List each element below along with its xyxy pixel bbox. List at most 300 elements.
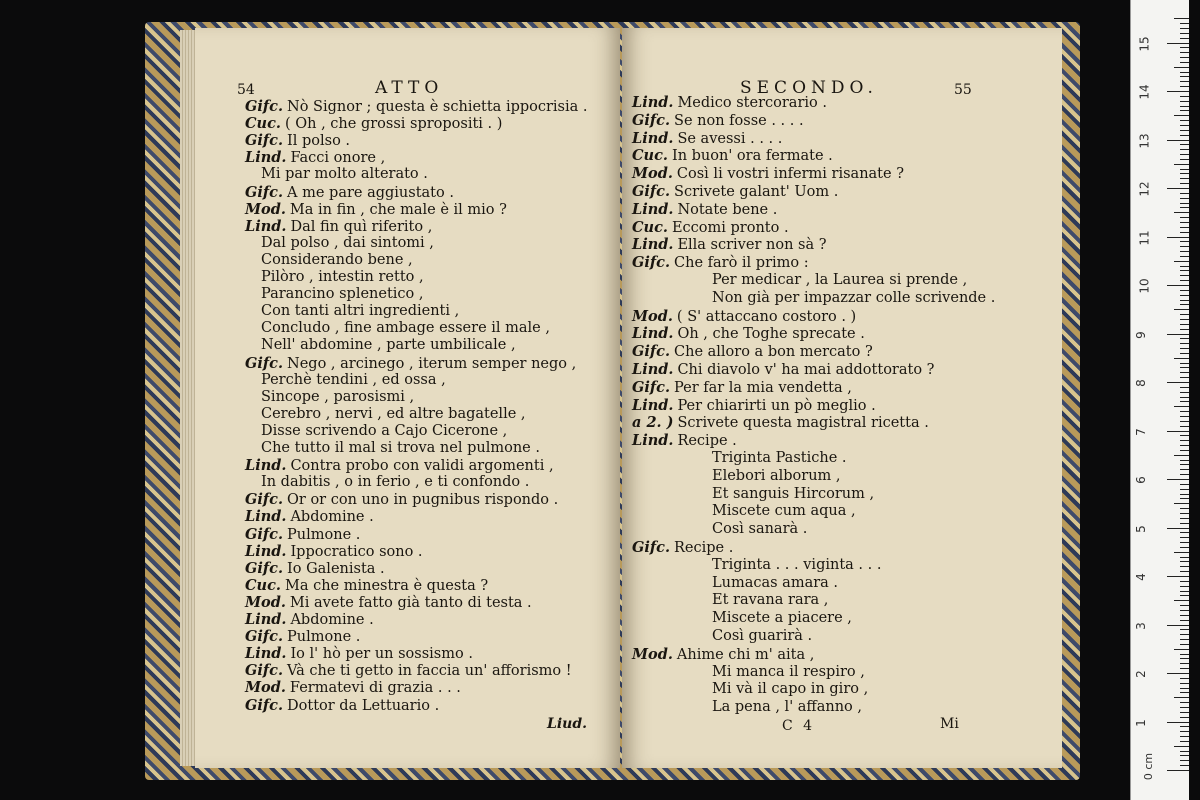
- ruler-tick: [1180, 678, 1189, 679]
- speaker-name: Lind.: [632, 396, 674, 414]
- text-line: [245, 577, 488, 595]
- speaker-name: Cuc.: [632, 147, 668, 165]
- ruler-tick: [1180, 372, 1189, 373]
- line-text: Eccomi pronto .: [671, 219, 789, 236]
- ruler-tick: [1180, 314, 1189, 315]
- text-line: [632, 432, 737, 450]
- text-line: [245, 611, 374, 629]
- text-line: [632, 219, 789, 237]
- text-line: [712, 610, 852, 627]
- ruler-tick: [1167, 673, 1189, 674]
- ruler-tick: [1180, 149, 1189, 150]
- text-line: [245, 560, 385, 578]
- text-line: [712, 486, 874, 503]
- ruler-tick: [1180, 125, 1189, 126]
- text-line: [245, 697, 439, 715]
- text-line: [632, 236, 826, 254]
- ruler-tick: [1180, 547, 1189, 548]
- text-line: [632, 94, 827, 112]
- ruler-tick: [1180, 654, 1189, 655]
- ruler-tick: [1167, 625, 1189, 626]
- ruler-tick: [1167, 237, 1189, 238]
- speaker-name: Gifc.: [245, 628, 284, 646]
- ruler-number: 12: [1137, 181, 1152, 197]
- line-text: Per chiarirti un pò meglio .: [677, 397, 876, 414]
- line-text: Cerebro , nervi , ed altre bagatelle ,: [261, 405, 526, 422]
- ruler-tick: [1180, 440, 1189, 441]
- ruler-tick: [1180, 445, 1189, 446]
- text-line: [261, 372, 446, 389]
- ruler-tick: [1180, 741, 1189, 742]
- text-line: [712, 521, 807, 538]
- line-text: Così guarirà .: [712, 628, 813, 644]
- ruler-number: 3: [1133, 621, 1148, 630]
- ruler-tick: [1180, 300, 1189, 301]
- ruler-tick: [1174, 503, 1189, 504]
- ruler-tick: [1174, 649, 1189, 650]
- ruler-tick: [1174, 261, 1189, 262]
- ruler-tick: [1180, 110, 1189, 111]
- ruler-tick: [1180, 464, 1189, 465]
- text-line: [261, 320, 550, 337]
- line-text: Ma in fin , che male è il mio ?: [289, 201, 507, 218]
- ruler-tick: [1180, 338, 1189, 339]
- ruler-tick: [1167, 722, 1189, 723]
- line-text: Ippocratico sono .: [290, 543, 423, 560]
- ruler-tick: [1167, 528, 1189, 529]
- ruler-tick: [1167, 334, 1189, 335]
- text-line: [632, 165, 904, 183]
- ruler-tick: [1180, 557, 1189, 558]
- text-line: [245, 184, 454, 202]
- ruler-tick: [1167, 382, 1189, 383]
- speaker-name: Lind.: [245, 508, 287, 526]
- text-line: [632, 183, 838, 201]
- line-text: Ma che minestra è questa ?: [284, 577, 489, 594]
- ruler-tick: [1180, 518, 1189, 519]
- line-text: Fermatevi di grazia . . .: [289, 680, 461, 697]
- text-line: [632, 308, 856, 326]
- ruler-tick: [1180, 731, 1189, 732]
- ruler-number: 15: [1137, 35, 1152, 52]
- speaker-name: Lind.: [245, 217, 287, 235]
- ruler-tick: [1167, 188, 1189, 189]
- ruler-number: 9: [1133, 330, 1148, 339]
- speaker-name: Cuc.: [245, 115, 281, 133]
- ruler-tick: [1180, 707, 1189, 708]
- ruler-number: 8: [1133, 379, 1148, 387]
- text-line: [245, 491, 558, 509]
- ruler-tick: [1180, 498, 1189, 499]
- text-line: [712, 592, 828, 609]
- ruler-number: 6: [1133, 476, 1148, 484]
- ruler-tick: [1180, 513, 1189, 514]
- ruler-tick: [1180, 183, 1189, 184]
- line-text: Scrivete questa magistral ricetta .: [677, 415, 929, 432]
- line-text: Nò Signor ; questa è schietta ippocrisia .: [287, 99, 588, 115]
- text-line: [261, 337, 516, 354]
- line-text: A me pare aggiustato .: [287, 184, 454, 201]
- line-text: Pulmone .: [287, 629, 361, 646]
- line-text: Se non fosse . . . .: [674, 112, 804, 129]
- ruler-tick: [1180, 658, 1189, 659]
- text-line: [632, 147, 833, 165]
- text-line: [632, 201, 777, 219]
- line-text: Per far la mia vendetta ,: [674, 379, 852, 396]
- ruler-tick: [1180, 251, 1189, 252]
- ruler-tick: [1180, 561, 1189, 562]
- text-line: [245, 218, 432, 236]
- speaker-name: Mod.: [245, 200, 286, 218]
- ruler-tick: [1167, 576, 1189, 577]
- line-text: Dottor da Lettuario .: [287, 697, 440, 714]
- ruler-tick: [1180, 644, 1189, 645]
- text-line: [261, 235, 434, 252]
- text-line: [245, 543, 423, 561]
- ruler-tick: [1180, 581, 1189, 582]
- ruler-tick: [1180, 751, 1189, 752]
- ruler-tick: [1180, 435, 1189, 436]
- speaker-name: Gifc.: [245, 132, 284, 150]
- text-line: [261, 423, 507, 440]
- text-line: [261, 166, 428, 183]
- text-line: [261, 252, 413, 269]
- text-line: [245, 201, 507, 219]
- ruler-tick: [1180, 683, 1189, 684]
- ruler-tick: [1174, 455, 1189, 456]
- ruler-tick: [1180, 663, 1189, 664]
- ruler-tick: [1180, 494, 1189, 495]
- ruler-tick: [1180, 736, 1189, 737]
- line-text: In dabitis , o in ferio , e ti confondo .: [261, 474, 530, 491]
- text-line: [712, 468, 841, 485]
- speaker-name: Mod.: [632, 165, 673, 183]
- ruler-tick: [1180, 610, 1189, 611]
- ruler-tick: [1180, 280, 1189, 281]
- ruler-tick: [1180, 717, 1189, 718]
- ruler-tick: [1180, 605, 1189, 606]
- speaker-name: Lind.: [632, 200, 674, 218]
- line-text: Triginta Pastiche .: [712, 450, 847, 466]
- ruler-tick: [1180, 620, 1189, 621]
- ruler-tick: [1180, 81, 1189, 82]
- line-text: Or or con uno in pugnibus rispondo .: [287, 492, 559, 509]
- ruler-tick: [1180, 295, 1189, 296]
- ruler-tick: [1167, 770, 1189, 771]
- measurement-ruler: [1130, 0, 1189, 800]
- speaker-name: Gifc.: [245, 354, 284, 372]
- text-line: [712, 290, 995, 307]
- ruler-tick: [1180, 217, 1189, 218]
- speaker-name: Gifc.: [245, 559, 284, 577]
- text-line: [632, 379, 852, 397]
- left-page: [195, 28, 620, 768]
- line-text: Facci onore ,: [290, 150, 386, 167]
- ruler-tick: [1180, 169, 1189, 170]
- ruler-number: 14: [1137, 84, 1152, 100]
- ruler-tick: [1180, 76, 1189, 77]
- speaker-name: Gifc.: [632, 111, 671, 129]
- speaker-name: Gifc.: [245, 662, 284, 680]
- ruler-tick: [1180, 241, 1189, 242]
- line-text: Per medicar , la Laurea si prende ,: [712, 272, 968, 288]
- line-text: Ahime chi m' aita ,: [676, 646, 815, 663]
- text-line: [632, 361, 934, 379]
- line-text: Abdomine .: [290, 612, 374, 628]
- ruler-tick: [1180, 193, 1189, 194]
- line-text: Considerando bene ,: [261, 251, 413, 268]
- ruler-tick: [1180, 270, 1189, 271]
- line-text: ( S' attaccano costoro . ): [676, 308, 857, 325]
- ruler-tick: [1180, 537, 1189, 538]
- ruler-tick: [1167, 479, 1189, 480]
- ruler-tick: [1180, 702, 1189, 703]
- ruler-tick: [1174, 406, 1189, 407]
- line-text: Và che ti getto in faccia un' afforismo !: [287, 663, 572, 680]
- text-line: [712, 272, 967, 289]
- speaker-name: Lind.: [632, 236, 674, 254]
- ruler-unit-label: 0 cm: [1142, 752, 1156, 781]
- text-line: [245, 355, 576, 373]
- text-line: [245, 508, 374, 526]
- line-text: Recipe .: [674, 540, 734, 556]
- ruler-tick: [1180, 33, 1189, 34]
- speaker-name: Gifc.: [632, 254, 671, 272]
- ruler-tick: [1180, 542, 1189, 543]
- speaker-name: Gifc.: [245, 491, 284, 509]
- ruler-tick: [1167, 285, 1189, 286]
- ruler-tick: [1174, 309, 1189, 310]
- line-text: Lumacas amara .: [712, 574, 839, 591]
- line-text: Miscete a piacere ,: [712, 610, 852, 627]
- line-text: Nego , arcinego , iterum semper nego ,: [287, 355, 577, 372]
- ruler-tick: [1180, 38, 1189, 39]
- line-text: Recipe .: [677, 433, 737, 450]
- ruler-tick: [1180, 421, 1189, 422]
- line-text: Et ravana rara ,: [712, 592, 829, 609]
- text-line: [632, 397, 876, 415]
- line-text: Mi par molto alterato .: [261, 166, 428, 183]
- text-line: [245, 98, 588, 116]
- line-text: Triginta . . . viginta . . .: [712, 556, 882, 573]
- line-text: Io Galenista .: [287, 560, 385, 577]
- text-line: [632, 130, 782, 148]
- line-text: Se avessi . . . .: [677, 130, 783, 147]
- line-text: Dal fin quì riferito ,: [290, 218, 433, 235]
- ruler-tick: [1167, 43, 1189, 44]
- text-line: [712, 575, 838, 592]
- ruler-tick: [1180, 120, 1189, 121]
- ruler-tick: [1180, 367, 1189, 368]
- ruler-tick: [1180, 416, 1189, 417]
- ruler-tick: [1180, 232, 1189, 233]
- line-text: Così li vostri infermi risanate ?: [676, 166, 904, 183]
- ruler-number: 4: [1133, 573, 1148, 581]
- ruler-tick: [1180, 203, 1189, 204]
- right-running-head: SECONDO.: [740, 78, 878, 98]
- ruler-tick: [1180, 469, 1189, 470]
- text-line: [632, 112, 804, 130]
- text-line: [712, 557, 881, 574]
- line-text: Contra probo con validi argomenti ,: [290, 458, 554, 475]
- ruler-number: 5: [1133, 524, 1148, 533]
- ruler-tick: [1180, 755, 1189, 756]
- ruler-tick: [1174, 746, 1189, 747]
- ruler-tick: [1174, 212, 1189, 213]
- ruler-tick: [1180, 532, 1189, 533]
- text-line: [261, 269, 424, 286]
- ruler-tick: [1180, 290, 1189, 291]
- speaker-name: Cuc.: [245, 576, 281, 594]
- line-text: Miscete cum aqua ,: [712, 503, 856, 520]
- speaker-name: Mod.: [632, 645, 673, 663]
- line-text: Ella scriver non sà ?: [677, 237, 827, 254]
- text-line: [712, 664, 865, 681]
- ruler-tick: [1180, 154, 1189, 155]
- speaker-name: Lind.: [245, 457, 287, 475]
- ruler-number: 13: [1137, 132, 1152, 149]
- text-line: [245, 594, 532, 612]
- speaker-name: Gifc.: [245, 98, 284, 115]
- ruler-tick: [1180, 523, 1189, 524]
- text-line: [632, 325, 865, 343]
- ruler-tick: [1180, 159, 1189, 160]
- speaker-name: a 2. ): [632, 414, 674, 432]
- text-line: [245, 457, 554, 475]
- speaker-name: Lind.: [245, 149, 287, 167]
- ruler-tick: [1180, 566, 1189, 567]
- ruler-tick: [1180, 634, 1189, 635]
- ruler-tick: [1180, 144, 1189, 145]
- speaker-name: Lind.: [245, 611, 287, 628]
- left-page-number: 54: [237, 82, 255, 98]
- text-line: [261, 474, 529, 491]
- ruler-tick: [1180, 348, 1189, 349]
- speaker-name: Gifc.: [245, 525, 284, 543]
- ruler-tick: [1180, 474, 1189, 475]
- ruler-tick: [1180, 198, 1189, 199]
- text-line: [261, 286, 424, 303]
- line-text: Dal polso , dai sintomi ,: [261, 234, 434, 251]
- speaker-name: Lind.: [632, 325, 674, 343]
- ruler-tick: [1180, 363, 1189, 364]
- text-line: [261, 406, 526, 423]
- speaker-name: Lind.: [632, 129, 674, 147]
- text-line: [245, 662, 572, 680]
- speaker-name: Gifc.: [245, 183, 284, 201]
- ruler-tick: [1180, 377, 1189, 378]
- ruler-tick: [1180, 130, 1189, 131]
- line-text: Parancino splenetico ,: [261, 286, 424, 303]
- line-text: Abdomine .: [290, 509, 374, 526]
- line-text: Mi avete fatto già tanto di testa .: [289, 594, 532, 611]
- line-text: Non già per impazzar colle scrivende .: [712, 289, 996, 306]
- right-catchword: Mi: [940, 716, 959, 732]
- ruler-tick: [1180, 712, 1189, 713]
- ruler-number: 10: [1137, 278, 1152, 294]
- ruler-tick: [1180, 639, 1189, 640]
- ruler-tick: [1180, 760, 1189, 761]
- ruler-tick: [1174, 115, 1189, 116]
- text-line: [712, 628, 812, 645]
- text-line: [245, 115, 502, 133]
- ruler-tick: [1180, 28, 1189, 29]
- ruler-tick: [1180, 450, 1189, 451]
- text-line: [245, 628, 360, 646]
- text-line: [632, 414, 929, 432]
- ruler-tick: [1180, 47, 1189, 48]
- ruler-tick: [1180, 508, 1189, 509]
- ruler-tick: [1180, 387, 1189, 388]
- line-text: Chi diavolo v' ha mai addottorato ?: [677, 362, 935, 378]
- line-text: ( Oh , che grossi spropositi . ): [284, 116, 503, 133]
- line-text: Mi manca il respiro ,: [712, 663, 865, 680]
- line-text: Che farò il primo :: [674, 255, 809, 272]
- line-text: Così sanarà .: [712, 521, 808, 538]
- ruler-tick: [1180, 72, 1189, 73]
- line-text: Elebori alborum ,: [712, 467, 841, 484]
- ruler-tick: [1180, 207, 1189, 208]
- ruler-tick: [1180, 324, 1189, 325]
- ruler-tick: [1180, 329, 1189, 330]
- ruler-tick: [1180, 401, 1189, 402]
- ruler-tick: [1180, 227, 1189, 228]
- speaker-name: Cuc.: [632, 218, 668, 236]
- ruler-tick: [1174, 67, 1189, 68]
- ruler-tick: [1180, 484, 1189, 485]
- line-text: Io l' hò per un sossismo .: [290, 646, 473, 663]
- ruler-tick: [1167, 91, 1189, 92]
- ruler-tick: [1180, 343, 1189, 344]
- ruler-tick: [1180, 135, 1189, 136]
- line-text: Medico stercorario .: [677, 95, 827, 111]
- ruler-tick: [1174, 600, 1189, 601]
- line-text: Il polso .: [287, 133, 351, 150]
- ruler-tick: [1180, 256, 1189, 257]
- line-text: La pena , l' affanno ,: [712, 699, 863, 716]
- text-line: [712, 503, 856, 520]
- ruler-tick: [1180, 246, 1189, 247]
- ruler-tick: [1180, 304, 1189, 305]
- line-text: Disse scrivendo a Cajo Cicerone ,: [261, 422, 508, 439]
- ruler-tick: [1180, 222, 1189, 223]
- speaker-name: Lind.: [245, 542, 287, 560]
- text-line: [632, 254, 809, 272]
- ruler-tick: [1180, 668, 1189, 669]
- ruler-tick: [1180, 101, 1189, 102]
- signature-mark: C 4: [782, 718, 816, 734]
- ruler-tick: [1180, 96, 1189, 97]
- text-line: [712, 681, 868, 698]
- ruler-tick: [1180, 629, 1189, 630]
- ruler-number: 11: [1137, 229, 1152, 246]
- ruler-tick: [1180, 692, 1189, 693]
- ruler-tick: [1180, 173, 1189, 174]
- ruler-tick: [1174, 164, 1189, 165]
- text-line: [245, 645, 473, 663]
- line-text: Notate bene .: [677, 201, 778, 218]
- ruler-tick: [1180, 62, 1189, 63]
- text-line: [261, 303, 459, 320]
- text-line: [245, 679, 461, 697]
- ruler-tick: [1180, 392, 1189, 393]
- speaker-name: Gifc.: [632, 539, 671, 556]
- line-text: Pilòro , intestin retto ,: [261, 269, 424, 285]
- line-text: Perchè tendini , ed ossa ,: [261, 371, 446, 388]
- right-page-number: 55: [954, 82, 972, 98]
- speaker-name: Lind.: [632, 432, 674, 450]
- speaker-name: Mod.: [245, 593, 286, 611]
